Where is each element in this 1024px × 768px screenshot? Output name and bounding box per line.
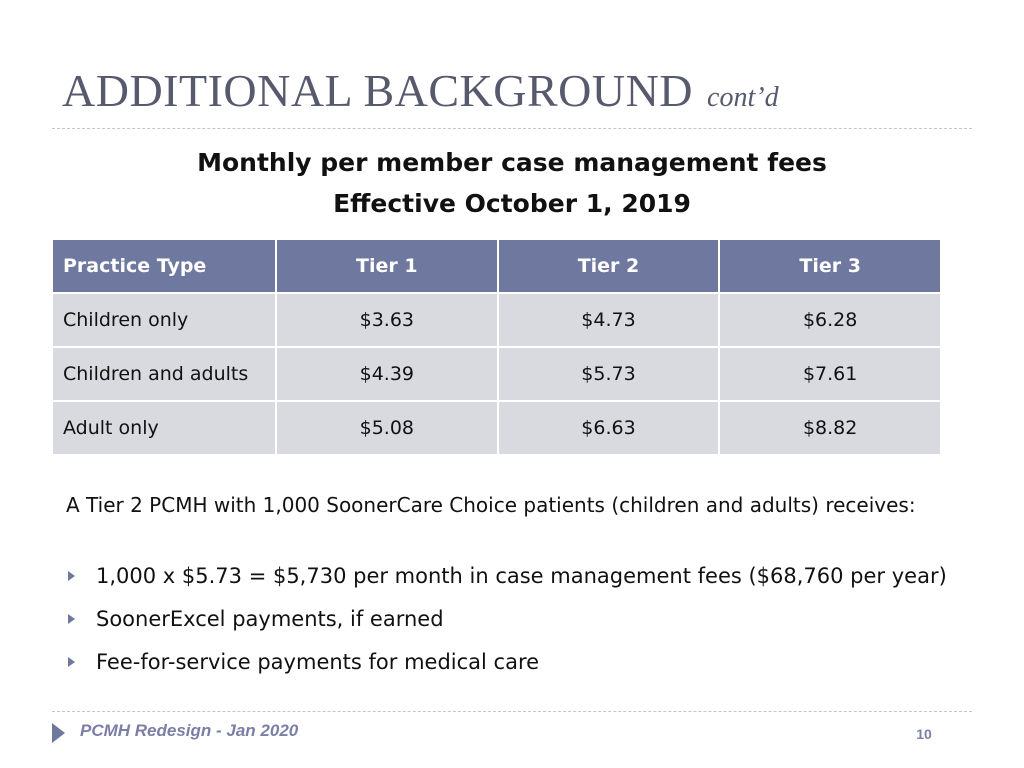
triangle-right-icon	[68, 571, 75, 581]
cell-tier-3: $8.82	[720, 402, 940, 454]
header-practice-type: Practice Type	[53, 240, 275, 292]
list-item	[66, 560, 947, 603]
cell-tier-3: $6.28	[720, 294, 940, 346]
cell-tier-1: $4.39	[277, 348, 497, 400]
cell-practice-type: Adult only	[53, 402, 275, 454]
footer-divider	[52, 711, 972, 712]
bullet-text: 1,000 x $5.73 = $5,730 per month in case management fees ($68,760 per year)	[96, 564, 947, 588]
header-tier-2: Tier 2	[499, 240, 719, 292]
footer-triangle-icon	[52, 723, 65, 743]
footer-text: PCMH Redesign - Jan 2020	[80, 721, 299, 740]
bullet-list	[66, 560, 947, 689]
triangle-right-icon	[68, 614, 75, 624]
cell-tier-2: $5.73	[499, 348, 719, 400]
cell-tier-1: $5.08	[277, 402, 497, 454]
table-heading-line-1: Monthly per member case management fees	[197, 148, 827, 177]
header-tier-3: Tier 3	[720, 240, 940, 292]
title-text: ADDITIONAL BACKGROUND	[62, 65, 694, 116]
cell-tier-3: $7.61	[720, 348, 940, 400]
triangle-right-icon	[68, 657, 75, 667]
cell-practice-type: Children only	[53, 294, 275, 346]
table-heading-line-2: Effective October 1, 2019	[333, 189, 691, 218]
cell-tier-2: $6.63	[499, 402, 719, 454]
list-item	[66, 603, 947, 646]
cell-tier-2: $4.73	[499, 294, 719, 346]
list-item	[66, 646, 947, 689]
title-divider	[52, 128, 972, 129]
fee-table	[51, 238, 942, 456]
bullet-text: Fee-for-service payments for medical care	[96, 650, 540, 674]
table-header-row	[53, 240, 940, 292]
bullet-text: SoonerExcel payments, if earned	[96, 607, 444, 631]
slide-title	[62, 64, 779, 117]
title-suffix: cont’d	[707, 82, 779, 113]
table-row	[53, 402, 940, 454]
header-tier-1: Tier 1	[277, 240, 497, 292]
cell-tier-1: $3.63	[277, 294, 497, 346]
intro-text: A Tier 2 PCMH with 1,000 SoonerCare Choice patients (children and adults) receives:	[66, 493, 916, 517]
cell-practice-type: Children and adults	[53, 348, 275, 400]
page-number: 10	[916, 726, 932, 742]
table-row	[53, 294, 940, 346]
table-row	[53, 348, 940, 400]
